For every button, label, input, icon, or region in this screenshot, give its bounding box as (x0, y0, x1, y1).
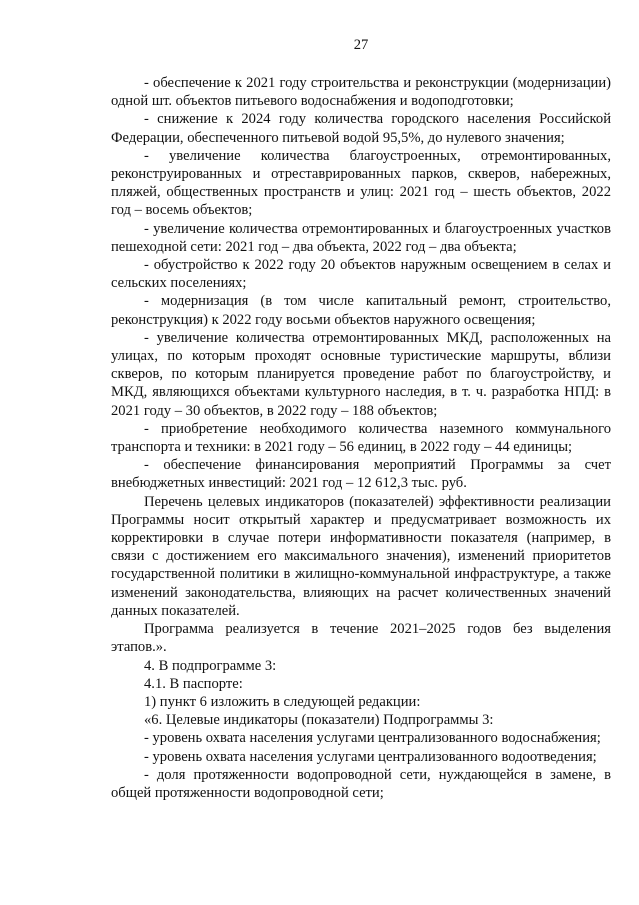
paragraph: 4. В подпрограмме 3: (144, 657, 277, 674)
page-number: 27 (353, 37, 369, 53)
document-body (111, 74, 611, 802)
paragraph: - приобретение необходимого количества наземного коммунального транспорта и техники: в 2021 году – 56 единиц, в 2022 году – 44 единицы; (111, 420, 611, 456)
paragraph: - обустройство к 2022 году 20 объектов наружным освещением в селах и сельских поселениях; (111, 257, 611, 292)
paragraph: - доля протяженности водопроводной сети, нуждающейся в замене, в общей протяженности водопроводной сети; (111, 766, 611, 801)
paragraph: Перечень целевых индикаторов (показателей) эффективности реализации Программы носит открытый характер и предусматривает возможность их корректировки в случае потери информативности показателя (например, в связи с достижением его максимального значения), изменений приоритетов государственной политики в жилищно-коммунальной инфраструктуре, а также изменений законодательства, влияющих на расчет количественных значений данных показателей. (111, 493, 611, 619)
paragraph: 1) пункт 6 изложить в следующей редакции: (144, 693, 421, 710)
paragraph: - снижение к 2024 году количества городского населения Российской Федерации, обеспеченного питьевой водой 95,5%, до нулевого значения; (111, 111, 611, 146)
paragraph: - обеспечение финансирования мероприятий Программы за счет внебюджетных инвестиций: 2021 год – 12 612,3 тыс. руб. (111, 457, 611, 492)
paragraph: - увеличение количества отремонтированных и благоустроенных участков пешеходной сети: 2021 год – два объекта, 2022 год – два объекта; (111, 220, 611, 255)
paragraph: - увеличение количества отремонтированных МКД, расположенных на улицах, по которым проходят основные туристические маршруты, вблизи скверов, по которым планируется проведение работ по благоустройству, и МКД, являющихся объектами культурного наследия, в т. ч. разработка НПД: в 2021 году – 30 объектов, в 2022 году – 188 объектов; (111, 329, 611, 419)
paragraph: Программа реализуется в течение 2021–2025 годов без выделения этапов.». (111, 621, 611, 656)
paragraph: - увеличение количества благоустроенных, отремонтированных, реконструированных и отреставрированных парков, скверов, набережных, пляжей, общественных пространств и улиц: 2021 год – шесть объектов, 2022 год – восемь объектов; (111, 147, 611, 219)
paragraph: - уровень охвата населения услугами централизованного водоснабжения; (144, 730, 601, 747)
paragraph: - обеспечение к 2021 году строительства и реконструкции (модернизации) одной шт. объектов питьевого водоснабжения и водоподготовки; (111, 75, 611, 110)
paragraph: - модернизация (в том числе капитальный ремонт, строительство, реконструкция) к 2022 году восьми объектов наружного освещения; (111, 293, 611, 328)
paragraph: «6. Целевые индикаторы (показатели) Подпрограммы 3: (144, 712, 494, 729)
paragraph: 4.1. В паспорте: (144, 675, 243, 692)
paragraph: - уровень охвата населения услугами централизованного водоотведения; (144, 748, 597, 765)
